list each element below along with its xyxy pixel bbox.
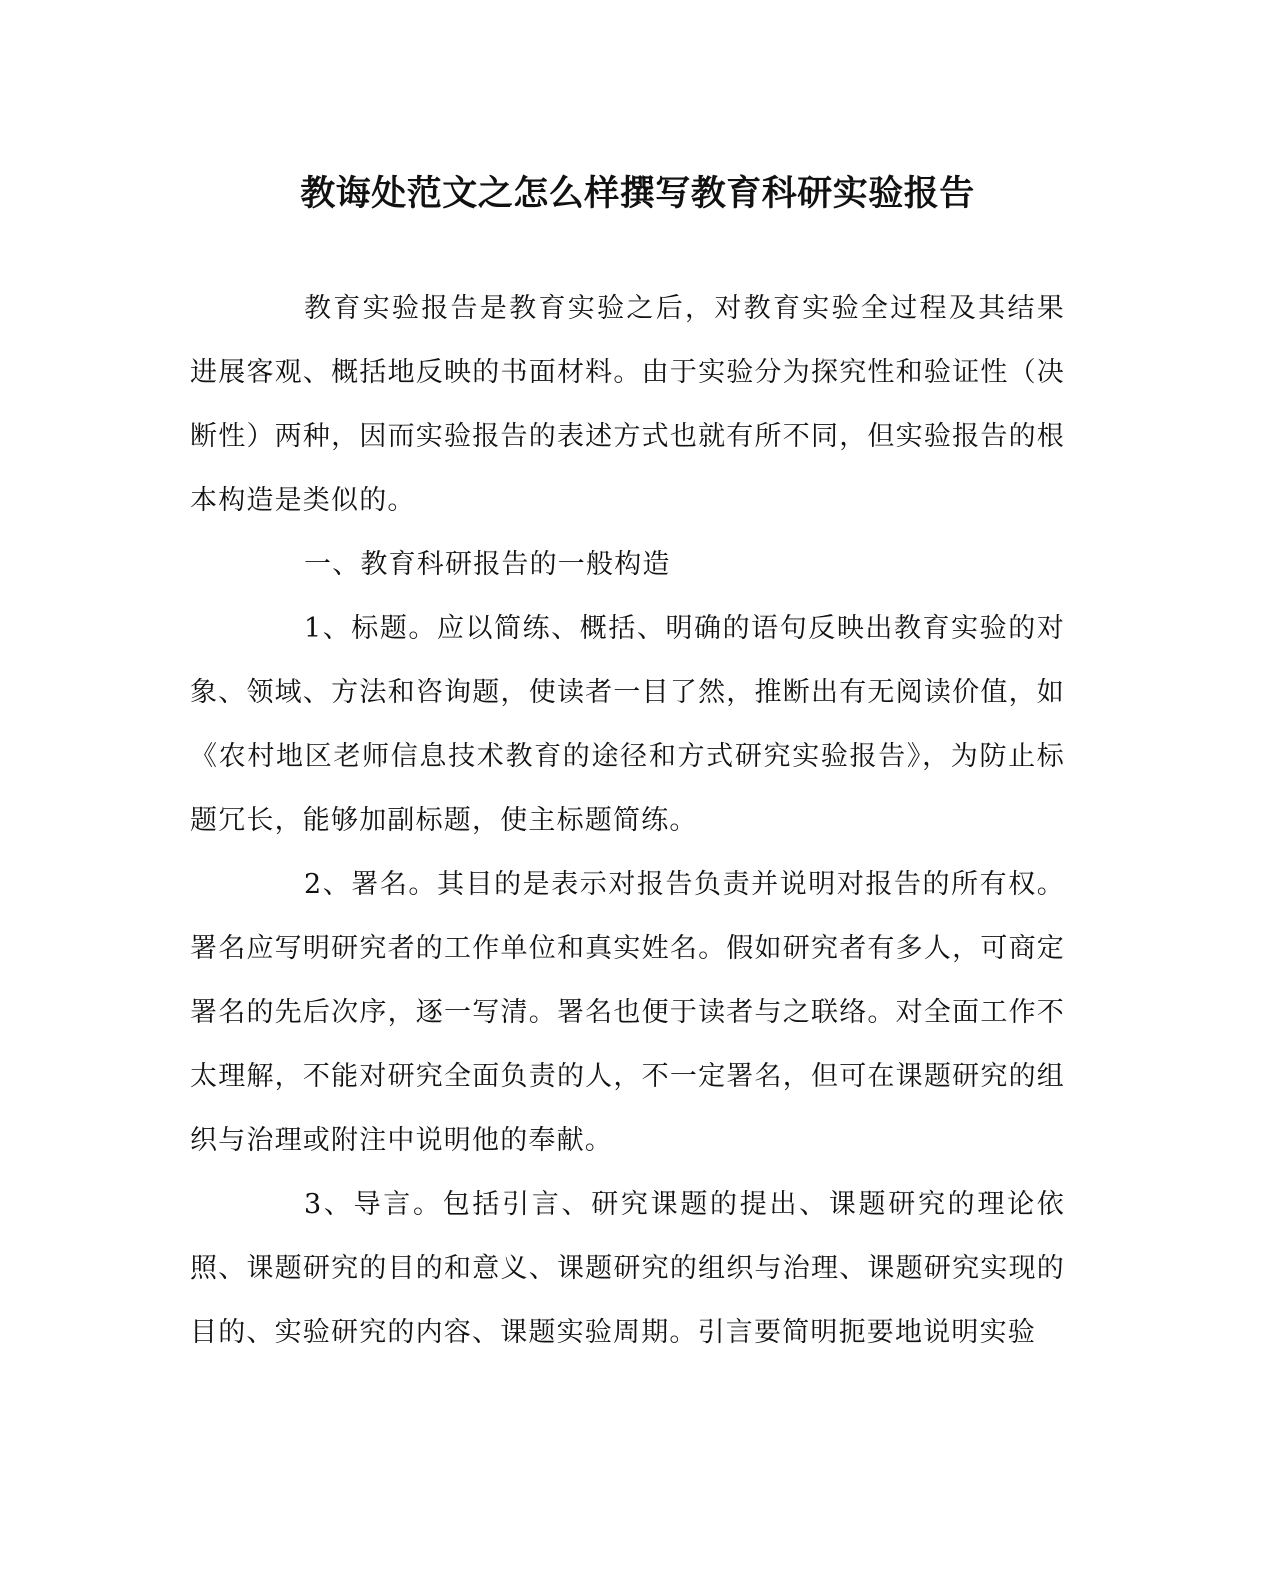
document-body	[190, 277, 1065, 1365]
paragraph-intro: 教育实验报告是教育实验之后，对教育实验全过程及其结果进展客观、概括地反映的书面材料。由于实验分为探究性和验证性（决断性）两种，因而实验报告的表述方式也就有所不同，但实验报告的根本构造是类似的。	[190, 293, 1065, 516]
paragraph-signature-item: 2、署名。其目的是表示对报告负责并说明对报告的所有权。署名应写明研究者的工作单位和真实姓名。假如研究者有多人，可商定署名的先后次序，逐一写清。署名也便于读者与之联络。对全面工作不太理解，不能对研究全面负责的人，不一定署名，但可在课题研究的组织与治理或附注中说明他的奉献。	[190, 869, 1065, 1156]
section-heading-general-structure: 一、教育科研报告的一般构造	[304, 549, 671, 580]
document-title: 教诲处范文之怎么样撰写教育科研实验报告	[300, 173, 975, 214]
paragraph-introduction-item: 3、导言。包括引言、研究课题的提出、课题研究的理论依照、课题研究的目的和意义、课题研究的组织与治理、课题研究实现的目的、实验研究的内容、课题实验周期。引言要简明扼要地说明实验	[190, 1189, 1065, 1348]
paragraph-title-item: 1、标题。应以简练、概括、明确的语句反映出教育实验的对象、领域、方法和咨询题，使读者一目了然，推断出有无阅读价值，如《农村地区老师信息技术教育的途径和方式研究实验报告》，为防止标题冗长，能够加副标题，使主标题简练。	[190, 613, 1065, 836]
